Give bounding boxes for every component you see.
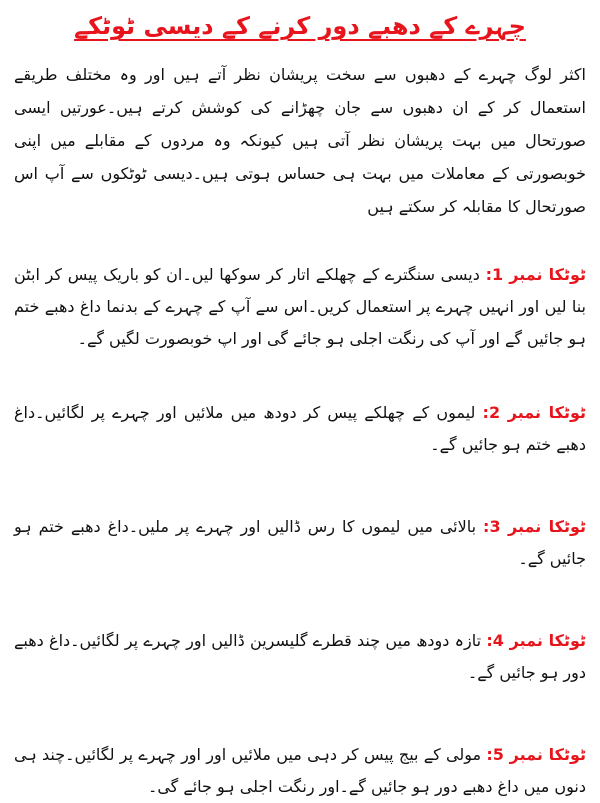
tip-2-text: لیموں کے چھلکے پیس کر دودھ میں ملائیں اور چہرے پر لگائیں۔داغ دھبے ختم ہو جائیں گے۔ — [14, 403, 586, 454]
article — [0, 8, 600, 796]
tip-3 — [14, 511, 586, 575]
article-title: چہرے کے دھبے دور کرنے کے دیسی ٹوٹکے — [74, 12, 526, 40]
tip-2 — [14, 397, 586, 461]
intro-paragraph: اکثر لوگ چہرے کے دھبوں سے سخت پریشان نظر آتے ہیں اور وہ مختلف طریقے استعمال کر کے ان دھبوں سے جان چھڑانے کی کوشش کرتے ہیں۔عورتیں ایسی صورتحال میں بہت پریشان نظر آتی ہیں کیونکہ وہ مردوں کے مقابلے میں اپنی خوبصورتی کے معاملات میں بہت ہی حساس ہوتی ہیں۔دیسی ٹوٹکوں سے آپ اس صورتحال کا مقابلہ کر سکتے ہیں — [14, 65, 586, 216]
tip-5-label: ٹوٹکا نمبر 5: — [486, 745, 587, 764]
tip-5-text: مولی کے بیج پیس کر دہی میں ملائیں اور اور چہرے پر لگائیں۔چند ہی دنوں میں داغ دھبے دور ہو جائیں گے۔اور رنگت اجلی ہو جائے گی۔ — [14, 745, 586, 796]
tip-5 — [14, 739, 586, 803]
tip-1-text: دیسی سنگترے کے چھلکے اتار کر سوکھا لیں۔ان کو باریک پیس کر ابٹن بنا لیں اور انہیں چہرے پر استعمال کریں۔اس سے آپ کے چہرے کے بدنما داغ دھبے ختم ہو جائیں گے اور آپ کی رنگت اجلی ہو جائے گی اور اپ خوبصورت لگیں گے۔ — [14, 265, 586, 348]
tip-1-label: ٹوٹکا نمبر 1: — [485, 265, 587, 284]
tip-2-label: ٹوٹکا نمبر 2: — [482, 403, 587, 422]
tip-3-label: ٹوٹکا نمبر 3: — [483, 517, 587, 536]
tip-1 — [14, 259, 586, 355]
tip-4-label: ٹوٹکا نمبر 4: — [486, 631, 587, 650]
tip-4-text: تازہ دودھ میں چند قطرے گلیسرین ڈالیں اور چہرے پر لگائیں۔داغ دھبے دور ہو جائیں گے۔ — [14, 631, 586, 682]
tip-3-text: بالائی میں لیموں کا رس ڈالیں اور چہرے پر ملیں۔داغ دھبے ختم ہو جائیں گے۔ — [14, 517, 586, 568]
tip-4 — [14, 625, 586, 689]
